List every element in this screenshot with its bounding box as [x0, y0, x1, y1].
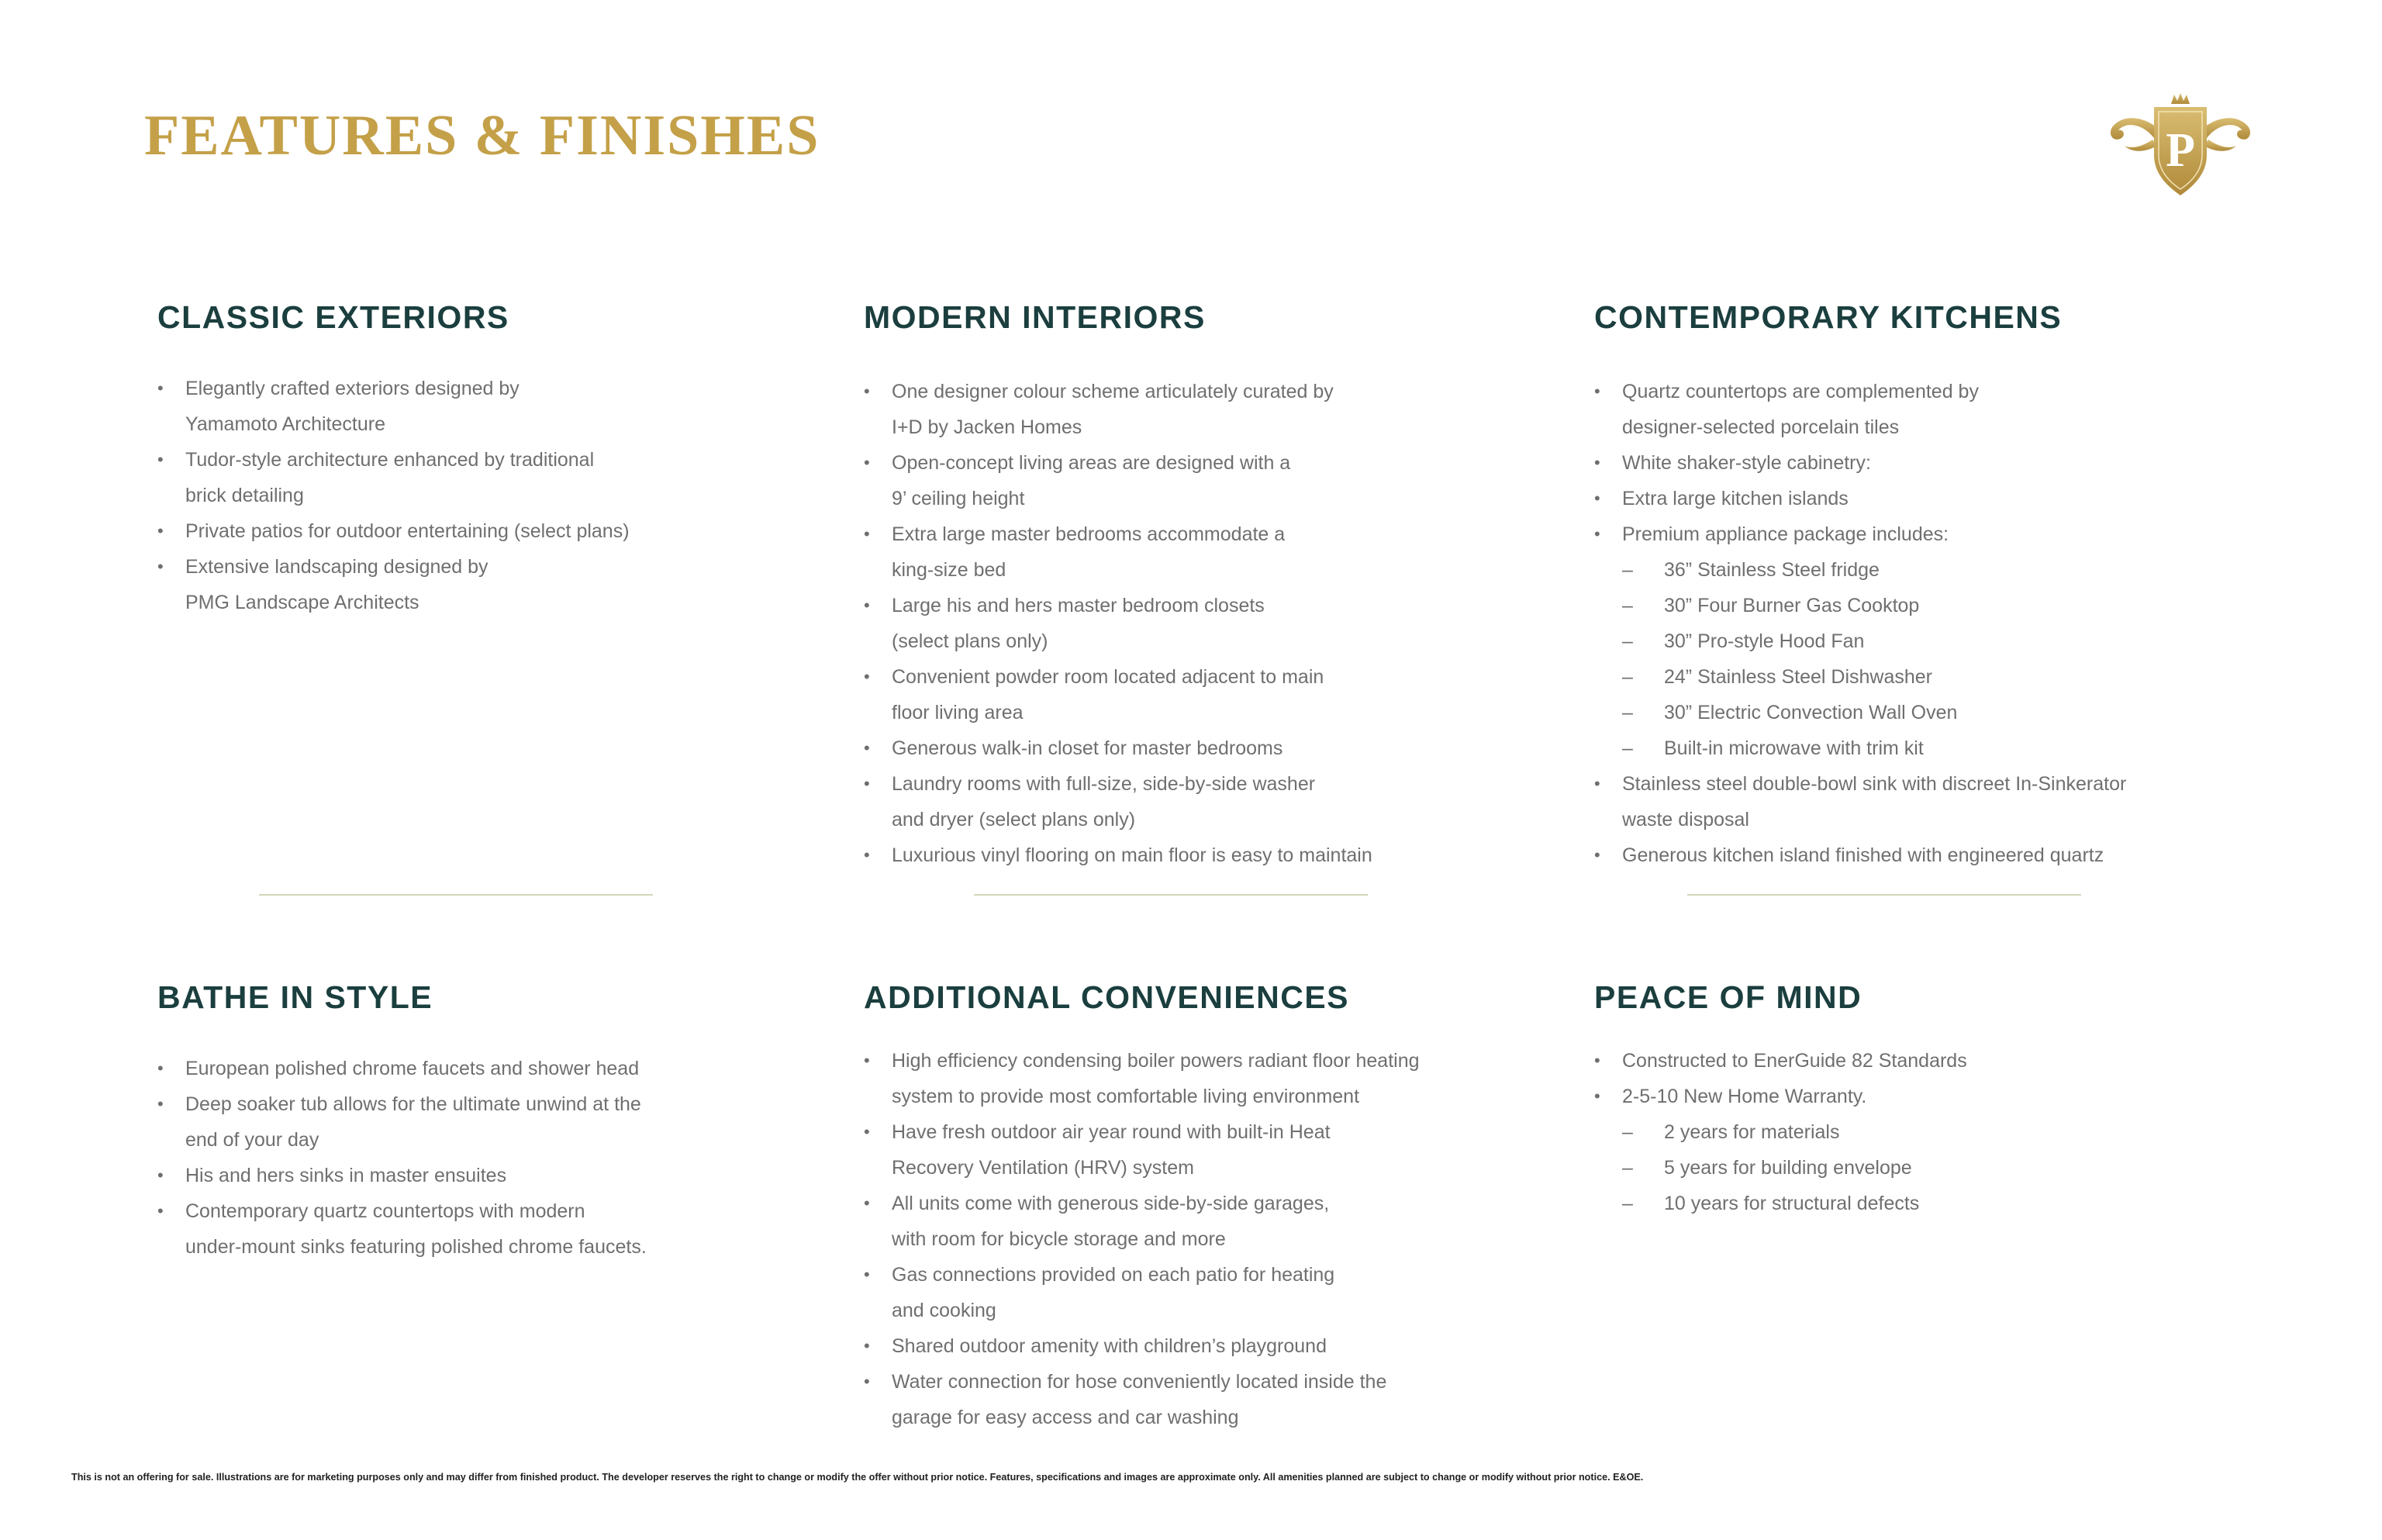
list-item-text: Open-concept living areas are designed with a	[892, 452, 1291, 474]
list-item	[864, 374, 1531, 445]
list-item-continuation: king-size bed	[892, 559, 1006, 581]
sub-list-item	[1594, 695, 2261, 730]
list-item-text: Extensive landscaping designed by	[185, 556, 488, 578]
logo-letter: P	[2166, 124, 2195, 177]
feature-list	[1594, 374, 2261, 873]
section-heading: MODERN INTERIORS	[864, 299, 1206, 335]
list-item-continuation: PMG Landscape Architects	[185, 592, 419, 613]
list-item	[157, 442, 824, 513]
list-item	[864, 659, 1531, 730]
list-item	[1594, 481, 2261, 516]
list-item	[157, 513, 824, 549]
sub-list-item	[1594, 730, 2261, 766]
list-item	[864, 766, 1531, 837]
list-item-text: Convenient powder room located adjacent to main	[892, 666, 1324, 688]
list-item-text: Water connection for hose conveniently located inside the	[892, 1371, 1387, 1393]
list-item	[864, 1364, 1531, 1435]
list-item-text: Extra large kitchen islands	[1622, 488, 1849, 509]
list-item	[157, 371, 824, 442]
list-item-continuation: with room for bicycle storage and more	[892, 1228, 1226, 1250]
list-item	[157, 1086, 824, 1158]
section-heading: CLASSIC EXTERIORS	[157, 299, 509, 335]
list-item-text: Laundry rooms with full-size, side-by-side washer	[892, 773, 1316, 795]
list-item-continuation: garage for easy access and car washing	[892, 1407, 1239, 1428]
list-item-continuation: floor living area	[892, 702, 1024, 723]
list-item-text: Stainless steel double-bowl sink with discreet In-Sinkerator	[1622, 773, 2127, 795]
list-item-text: Luxurious vinyl flooring on main floor is easy to maintain	[892, 844, 1372, 866]
list-item-text: Constructed to EnerGuide 82 Standards	[1622, 1050, 1967, 1072]
list-item	[1594, 516, 2261, 552]
section-divider	[974, 894, 1368, 896]
page-title: FEATURES & FINISHES	[144, 104, 820, 167]
sub-list-item	[1594, 623, 2261, 659]
list-item-text: Private patios for outdoor entertaining (select plans)	[185, 520, 630, 542]
list-item-continuation: Yamamoto Architecture	[185, 413, 385, 435]
section-heading: CONTEMPORARY KITCHENS	[1594, 299, 2063, 335]
sub-list-item	[1594, 1114, 2261, 1150]
list-item	[157, 1158, 824, 1193]
list-item-continuation: I+D by Jacken Homes	[892, 416, 1082, 438]
section-divider	[1687, 894, 2081, 896]
section-heading: PEACE OF MIND	[1594, 979, 1862, 1015]
legal-disclaimer: This is not an offering for sale. Illustrations are for marketing purposes only and may differ from finished product. The developer reserves the right to change or modify the offer without prior notice. Features, specifications and images are approximate only. All amenities planned are subject to change or modify without prior notice. E&OE.	[71, 1472, 1644, 1483]
list-item-continuation: (select plans only)	[892, 630, 1048, 652]
list-item	[864, 1043, 1531, 1114]
list-item-text: His and hers sinks in master ensuites	[185, 1165, 507, 1186]
list-item	[864, 588, 1531, 659]
list-item-text: Shared outdoor amenity with children’s playground	[892, 1335, 1327, 1357]
list-item-text: 10 years for structural defects	[1664, 1193, 1920, 1214]
sub-list-item	[1594, 1150, 2261, 1186]
list-item	[864, 516, 1531, 588]
list-item	[864, 1114, 1531, 1186]
section-peace-of-mind	[1594, 979, 2261, 1221]
list-item-text: Premium appliance package includes:	[1622, 523, 1949, 545]
list-item-text: European polished chrome faucets and shower head	[185, 1058, 640, 1079]
list-item-continuation: under-mount sinks featuring polished chrome faucets.	[185, 1236, 647, 1258]
list-item-continuation: and dryer (select plans only)	[892, 809, 1136, 830]
list-item-continuation: system to provide most comfortable living environment	[892, 1086, 1360, 1107]
list-item	[864, 1328, 1531, 1364]
list-item-continuation: end of your day	[185, 1129, 319, 1151]
list-item-text: All units come with generous side-by-side garages,	[892, 1193, 1330, 1214]
list-item-text: 30” Four Burner Gas Cooktop	[1664, 595, 1920, 616]
feature-list	[1594, 1043, 2261, 1221]
list-item	[1594, 374, 2261, 445]
list-item-text: Generous walk-in closet for master bedrooms	[892, 737, 1283, 759]
list-item-continuation: Recovery Ventilation (HRV) system	[892, 1157, 1194, 1179]
feature-list	[864, 374, 1531, 873]
list-item	[1594, 766, 2261, 837]
list-item	[864, 1186, 1531, 1257]
list-item	[1594, 837, 2261, 873]
list-item-text: Have fresh outdoor air year round with built-in Heat	[892, 1121, 1331, 1143]
feature-list	[157, 1051, 824, 1265]
sub-list-item	[1594, 588, 2261, 623]
list-item-continuation: brick detailing	[185, 485, 304, 506]
list-item-text: Extra large master bedrooms accommodate a	[892, 523, 1286, 545]
list-item-text: Generous kitchen island finished with engineered quartz	[1622, 844, 2104, 866]
section-bathe-in-style	[157, 979, 824, 1265]
list-item-continuation: designer-selected porcelain tiles	[1622, 416, 1900, 438]
list-item	[157, 1051, 824, 1086]
list-item-continuation: 9’ ceiling height	[892, 488, 1025, 509]
list-item-text: Built-in microwave with trim kit	[1664, 737, 1924, 759]
list-item	[864, 730, 1531, 766]
sub-list-item	[1594, 1186, 2261, 1221]
section-classic-exteriors	[157, 299, 824, 620]
section-heading: BATHE IN STYLE	[157, 979, 433, 1015]
list-item-text: High efficiency condensing boiler powers radiant floor heating	[892, 1050, 1420, 1072]
list-item-text: Tudor-style architecture enhanced by traditional	[185, 449, 595, 471]
list-item	[1594, 1079, 2261, 1114]
section-additional-conveniences	[864, 979, 1531, 1435]
section-modern-interiors	[864, 299, 1531, 873]
list-item	[157, 549, 824, 620]
list-item	[864, 1257, 1531, 1328]
list-item-text: Gas connections provided on each patio for heating	[892, 1264, 1335, 1286]
list-item-text: 30” Electric Convection Wall Oven	[1664, 702, 1958, 723]
list-item-text: 30” Pro-style Hood Fan	[1664, 630, 1865, 652]
list-item-text: Contemporary quartz countertops with modern	[185, 1200, 585, 1222]
section-contemporary-kitchens	[1594, 299, 2261, 873]
list-item-text: Elegantly crafted exteriors designed by	[185, 378, 520, 399]
list-item-text: 36” Stainless Steel fridge	[1664, 559, 1880, 581]
list-item	[864, 445, 1531, 516]
list-item-continuation: and cooking	[892, 1300, 996, 1321]
section-divider	[259, 894, 653, 896]
list-item	[1594, 445, 2261, 481]
section-heading: ADDITIONAL CONVENIENCES	[864, 979, 1350, 1015]
list-item	[1594, 1043, 2261, 1079]
list-item-text: 2 years for materials	[1664, 1121, 1840, 1143]
list-item	[157, 1193, 824, 1265]
crest-logo-icon	[2103, 92, 2258, 200]
list-item-text: Quartz countertops are complemented by	[1622, 381, 1979, 402]
list-item-text: 2-5-10 New Home Warranty.	[1622, 1086, 1867, 1107]
list-item	[864, 837, 1531, 873]
list-item-text: 5 years for building envelope	[1664, 1157, 1912, 1179]
list-item-text: One designer colour scheme articulately curated by	[892, 381, 1334, 402]
list-item-text: Deep soaker tub allows for the ultimate unwind at the	[185, 1093, 641, 1115]
list-item-text: White shaker-style cabinetry:	[1622, 452, 1871, 474]
sub-list-item	[1594, 552, 2261, 588]
list-item-continuation: waste disposal	[1622, 809, 1749, 830]
feature-list	[864, 1043, 1531, 1435]
sub-list-item	[1594, 659, 2261, 695]
list-item-text: Large his and hers master bedroom closets	[892, 595, 1265, 616]
feature-list	[157, 371, 824, 620]
list-item-text: 24” Stainless Steel Dishwasher	[1664, 666, 1932, 688]
